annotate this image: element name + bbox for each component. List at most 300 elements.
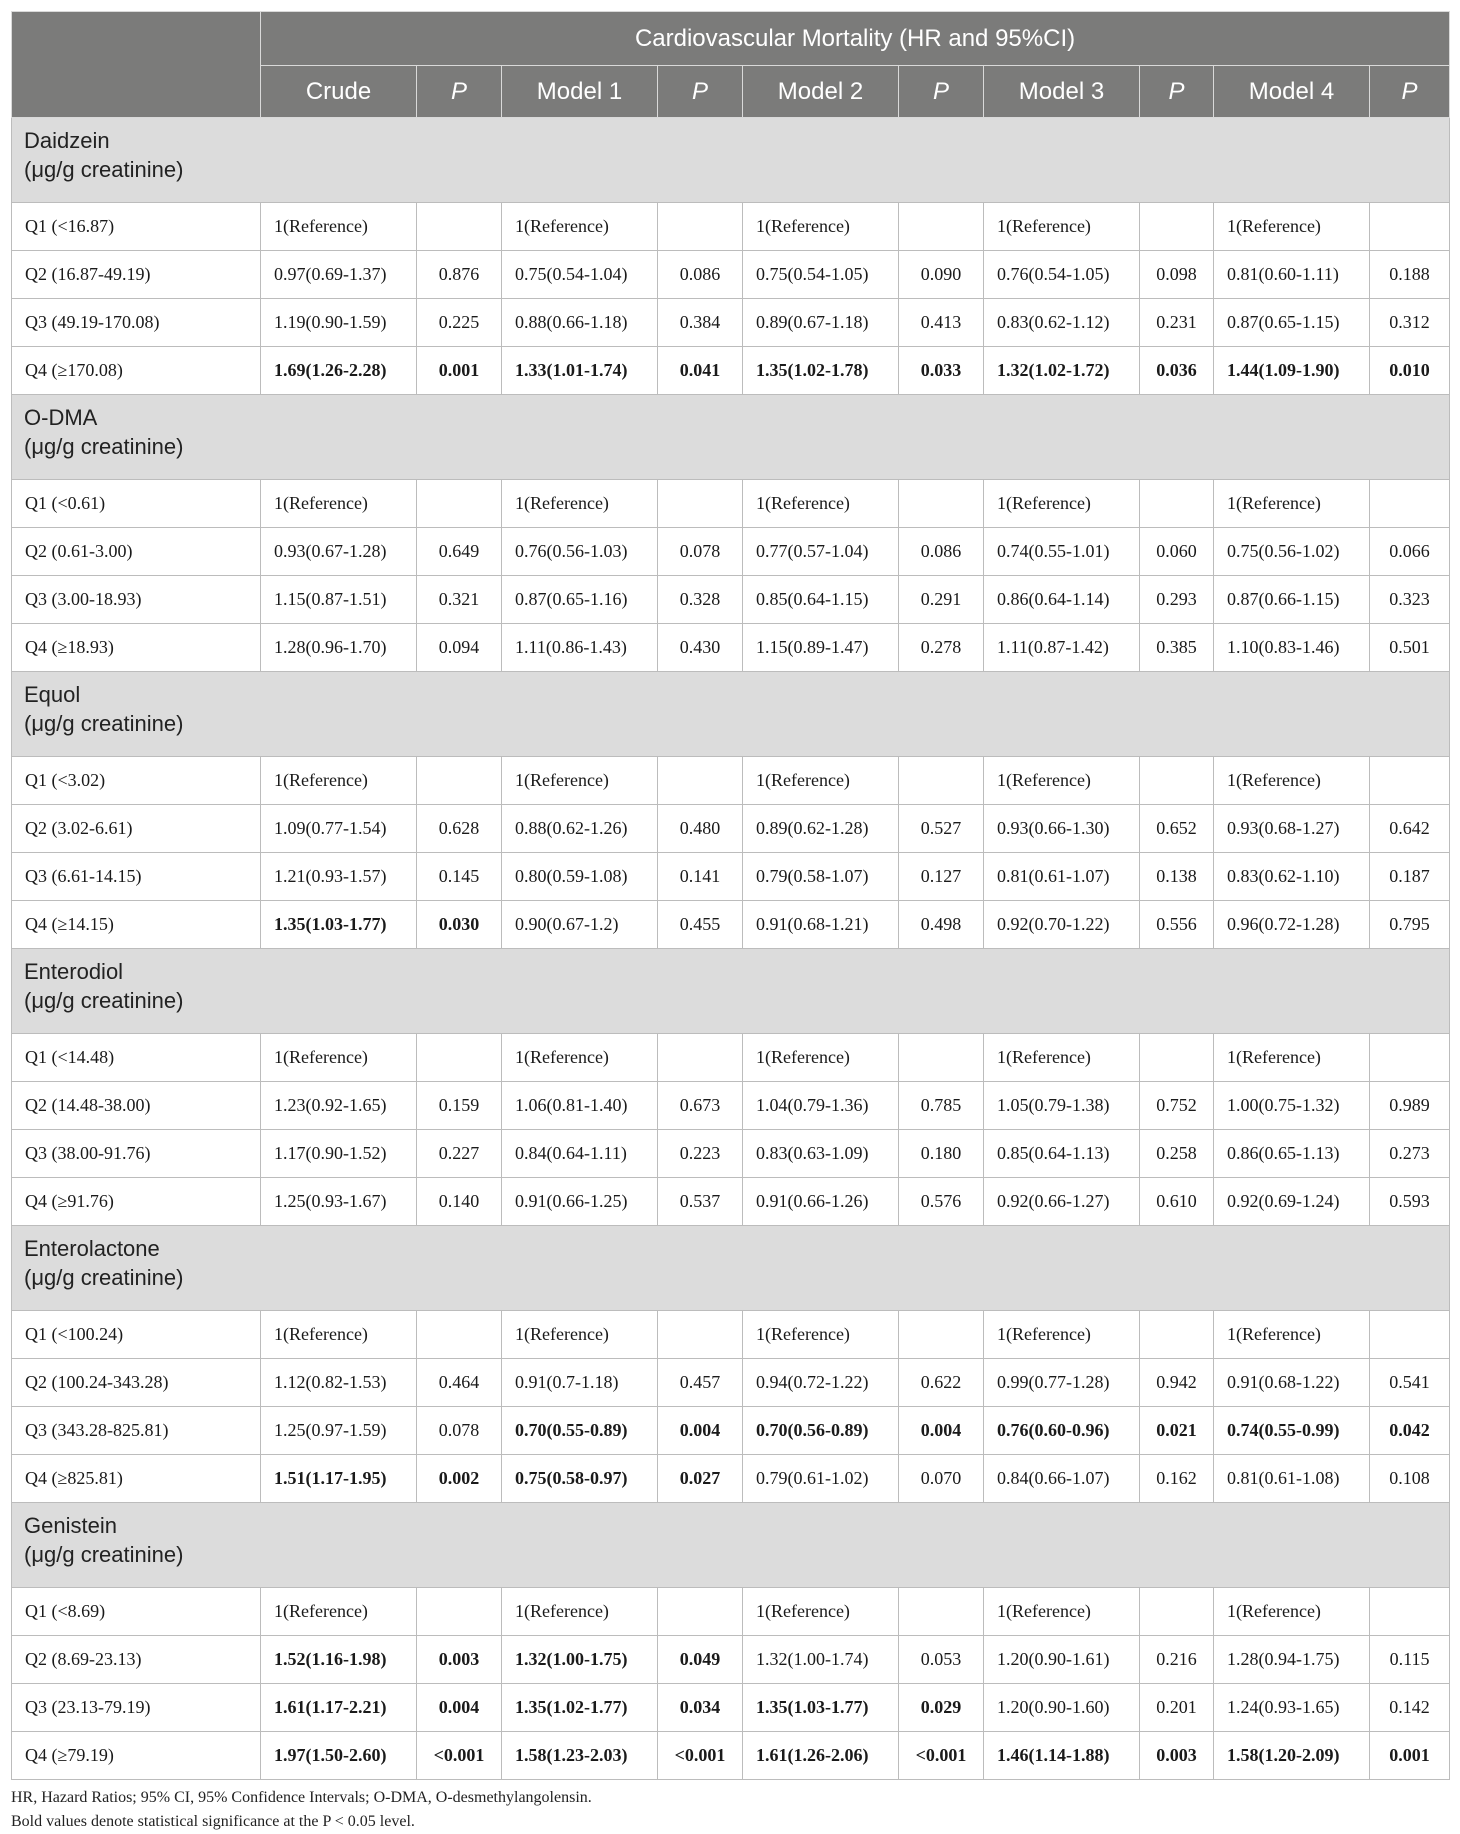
- p-value-cell: 0.537: [658, 1178, 743, 1226]
- quartile-label: Q1 (<16.87): [12, 203, 261, 251]
- p-value-cell: 0.053: [899, 1636, 984, 1684]
- p-value-cell: 0.464: [417, 1359, 502, 1407]
- p-value-cell: 0.501: [1370, 624, 1450, 672]
- p-value-cell: [899, 203, 984, 251]
- p-value-cell: 0.078: [417, 1407, 502, 1455]
- p-value-cell: [1370, 203, 1450, 251]
- quartile-label: Q1 (<100.24): [12, 1311, 261, 1359]
- hr-ci-cell: 0.83(0.62-1.12): [984, 299, 1140, 347]
- table-row: [12, 757, 1450, 805]
- hr-ci-cell: 0.86(0.65-1.13): [1214, 1130, 1370, 1178]
- p-value-cell: 0.593: [1370, 1178, 1450, 1226]
- p-value-cell: 0.086: [658, 251, 743, 299]
- hr-ci-cell: 1.25(0.97-1.59): [261, 1407, 417, 1455]
- p-value-cell: [1140, 1311, 1214, 1359]
- table-container: [11, 11, 1449, 1834]
- hr-ci-cell: 0.79(0.61-1.02): [743, 1455, 899, 1503]
- p-value-cell: 0.480: [658, 805, 743, 853]
- hr-ci-cell: 0.87(0.66-1.15): [1214, 576, 1370, 624]
- hr-ci-cell: 0.97(0.69-1.37): [261, 251, 417, 299]
- table-row: [12, 1588, 1450, 1636]
- hr-ci-cell: 0.75(0.56-1.02): [1214, 528, 1370, 576]
- group-unit: (μg/g creatinine): [24, 1265, 184, 1290]
- hr-ci-cell: 1.17(0.90-1.52): [261, 1130, 417, 1178]
- hr-ci-cell: 1(Reference): [261, 1034, 417, 1082]
- p-value-cell: 0.323: [1370, 576, 1450, 624]
- table-row: [12, 1359, 1450, 1407]
- hr-ci-cell: 1(Reference): [1214, 480, 1370, 528]
- hr-ci-cell: 1.06(0.81-1.40): [502, 1082, 658, 1130]
- p-value-cell: 0.328: [658, 576, 743, 624]
- p-value-cell: 0.001: [417, 347, 502, 395]
- hr-ci-cell: 0.92(0.66-1.27): [984, 1178, 1140, 1226]
- p-value-cell: 0.021: [1140, 1407, 1214, 1455]
- hr-ci-cell: 1.61(1.17-2.21): [261, 1684, 417, 1732]
- p-value-cell: <0.001: [899, 1732, 984, 1780]
- quartile-label: Q3 (3.00-18.93): [12, 576, 261, 624]
- hr-ci-cell: 0.79(0.58-1.07): [743, 853, 899, 901]
- p-value-cell: 0.001: [1370, 1732, 1450, 1780]
- p-value-cell: 0.145: [417, 853, 502, 901]
- table-body: [12, 118, 1450, 1780]
- p-value-cell: <0.001: [658, 1732, 743, 1780]
- p-value-cell: 0.795: [1370, 901, 1450, 949]
- hr-ci-cell: 1(Reference): [502, 1034, 658, 1082]
- table-row: [12, 576, 1450, 624]
- hr-ci-cell: 1.28(0.96-1.70): [261, 624, 417, 672]
- hr-ci-cell: 1.28(0.94-1.75): [1214, 1636, 1370, 1684]
- group-unit: (μg/g creatinine): [24, 434, 184, 459]
- quartile-label: Q3 (38.00-91.76): [12, 1130, 261, 1178]
- table-row: [12, 805, 1450, 853]
- hr-ci-cell: 0.75(0.54-1.05): [743, 251, 899, 299]
- group-label: [12, 1503, 1450, 1588]
- hr-ci-cell: 1(Reference): [1214, 1588, 1370, 1636]
- p-value-cell: 0.223: [658, 1130, 743, 1178]
- hr-ci-cell: 0.93(0.68-1.27): [1214, 805, 1370, 853]
- quartile-label: Q2 (8.69-23.13): [12, 1636, 261, 1684]
- hr-ci-cell: 1.46(1.14-1.88): [984, 1732, 1140, 1780]
- quartile-label: Q2 (0.61-3.00): [12, 528, 261, 576]
- p-value-cell: 0.942: [1140, 1359, 1214, 1407]
- table-row: [12, 347, 1450, 395]
- hr-ci-cell: 0.81(0.60-1.11): [1214, 251, 1370, 299]
- hr-ci-cell: 0.80(0.59-1.08): [502, 853, 658, 901]
- p-value-cell: 0.455: [658, 901, 743, 949]
- hr-ci-cell: 0.75(0.58-0.97): [502, 1455, 658, 1503]
- p-value-cell: 0.628: [417, 805, 502, 853]
- group-name: Enterodiol: [24, 959, 124, 984]
- p-value-cell: 0.413: [899, 299, 984, 347]
- table-row: [12, 1178, 1450, 1226]
- hr-ci-cell: 1.51(1.17-1.95): [261, 1455, 417, 1503]
- hr-ci-cell: 1(Reference): [1214, 1034, 1370, 1082]
- p-value-cell: 0.041: [658, 347, 743, 395]
- p-value-cell: 0.321: [417, 576, 502, 624]
- quartile-label: Q4 (≥91.76): [12, 1178, 261, 1226]
- quartile-label: Q4 (≥14.15): [12, 901, 261, 949]
- group-unit: (μg/g creatinine): [24, 711, 184, 736]
- table-row: [12, 1407, 1450, 1455]
- hr-ci-cell: 1.11(0.87-1.42): [984, 624, 1140, 672]
- footnote-bold-note: Bold values denote statistical significance at the P < 0.05 level.: [11, 1813, 415, 1830]
- p-value-cell: 0.003: [417, 1636, 502, 1684]
- quartile-label: Q3 (23.13-79.19): [12, 1684, 261, 1732]
- group-name: Enterolactone: [24, 1236, 160, 1261]
- hr-ci-cell: 1(Reference): [502, 1311, 658, 1359]
- group-label: [12, 118, 1450, 203]
- p-value-cell: 0.066: [1370, 528, 1450, 576]
- p-value-cell: [1370, 1034, 1450, 1082]
- p-value-cell: 0.989: [1370, 1082, 1450, 1130]
- hr-ci-cell: 1.35(1.02-1.78): [743, 347, 899, 395]
- hr-ci-cell: 1.61(1.26-2.06): [743, 1732, 899, 1780]
- quartile-label: Q1 (<0.61): [12, 480, 261, 528]
- p-value-cell: 0.010: [1370, 347, 1450, 395]
- hr-ci-cell: 0.93(0.66-1.30): [984, 805, 1140, 853]
- hr-ci-cell: 1(Reference): [984, 1034, 1140, 1082]
- hr-ci-cell: 1.32(1.02-1.72): [984, 347, 1140, 395]
- hr-ci-cell: 1.97(1.50-2.60): [261, 1732, 417, 1780]
- hr-ci-cell: 0.96(0.72-1.28): [1214, 901, 1370, 949]
- p-value-cell: 0.752: [1140, 1082, 1214, 1130]
- hr-ci-cell: 1(Reference): [984, 480, 1140, 528]
- group-name: Genistein: [24, 1513, 117, 1538]
- group-label: [12, 1226, 1450, 1311]
- hr-ci-cell: 0.85(0.64-1.15): [743, 576, 899, 624]
- quartile-label: Q1 (<8.69): [12, 1588, 261, 1636]
- hr-ci-cell: 1.25(0.93-1.67): [261, 1178, 417, 1226]
- quartile-label: Q4 (≥79.19): [12, 1732, 261, 1780]
- hr-ci-cell: 1.35(1.03-1.77): [743, 1684, 899, 1732]
- footnote-abbreviations: HR, Hazard Ratios; 95% CI, 95% Confidence Intervals; O-DMA, O-desmethylangolensin.: [11, 1789, 592, 1806]
- p-value-cell: 0.273: [1370, 1130, 1450, 1178]
- hr-ci-cell: 1(Reference): [743, 480, 899, 528]
- table-row: [12, 528, 1450, 576]
- hr-ci-cell: 0.89(0.62-1.28): [743, 805, 899, 853]
- p-value-cell: 0.086: [899, 528, 984, 576]
- p-value-cell: 0.293: [1140, 576, 1214, 624]
- p-value-cell: 0.162: [1140, 1455, 1214, 1503]
- hr-ci-cell: 1(Reference): [984, 1311, 1140, 1359]
- p-value-cell: [1370, 480, 1450, 528]
- table-row: [12, 901, 1450, 949]
- header-crude: Crude: [261, 66, 417, 118]
- group-name: Daidzein: [24, 128, 110, 153]
- p-value-cell: 0.004: [658, 1407, 743, 1455]
- table-row: [12, 1311, 1450, 1359]
- p-value-cell: 0.060: [1140, 528, 1214, 576]
- hr-ci-cell: 1.35(1.02-1.77): [502, 1684, 658, 1732]
- p-value-cell: 0.652: [1140, 805, 1214, 853]
- p-value-cell: 0.291: [899, 576, 984, 624]
- p-value-cell: 0.556: [1140, 901, 1214, 949]
- hr-ci-cell: 0.94(0.72-1.22): [743, 1359, 899, 1407]
- footnotes: [11, 1786, 1449, 1834]
- group-header-row: [12, 395, 1450, 480]
- p-value-cell: 0.258: [1140, 1130, 1214, 1178]
- hr-ci-cell: 0.88(0.62-1.26): [502, 805, 658, 853]
- table-row: [12, 1636, 1450, 1684]
- hr-ci-cell: 0.83(0.62-1.10): [1214, 853, 1370, 901]
- p-value-cell: <0.001: [417, 1732, 502, 1780]
- p-value-cell: 0.642: [1370, 805, 1450, 853]
- hr-ci-cell: 0.91(0.68-1.22): [1214, 1359, 1370, 1407]
- p-value-cell: 0.384: [658, 299, 743, 347]
- hr-ci-cell: 0.91(0.68-1.21): [743, 901, 899, 949]
- table-row: [12, 1034, 1450, 1082]
- p-value-cell: 0.527: [899, 805, 984, 853]
- hr-ci-cell: 1.20(0.90-1.61): [984, 1636, 1140, 1684]
- p-value-cell: 0.541: [1370, 1359, 1450, 1407]
- hr-ci-cell: 0.87(0.65-1.15): [1214, 299, 1370, 347]
- p-value-cell: [658, 757, 743, 805]
- header-title: Cardiovascular Mortality (HR and 95%CI): [261, 12, 1450, 66]
- quartile-label: Q1 (<3.02): [12, 757, 261, 805]
- header-p-value: P: [1370, 66, 1450, 118]
- p-value-cell: [417, 1311, 502, 1359]
- p-value-cell: 0.004: [417, 1684, 502, 1732]
- hr-ci-cell: 1.32(1.00-1.75): [502, 1636, 658, 1684]
- p-value-cell: [899, 1311, 984, 1359]
- quartile-label: Q2 (3.02-6.61): [12, 805, 261, 853]
- p-value-cell: 0.187: [1370, 853, 1450, 901]
- p-value-cell: 0.090: [899, 251, 984, 299]
- hr-ci-cell: 1.58(1.20-2.09): [1214, 1732, 1370, 1780]
- hr-ci-cell: 1(Reference): [743, 1588, 899, 1636]
- p-value-cell: [1370, 1588, 1450, 1636]
- hr-ci-cell: 0.84(0.64-1.11): [502, 1130, 658, 1178]
- p-value-cell: 0.098: [1140, 251, 1214, 299]
- p-value-cell: 0.180: [899, 1130, 984, 1178]
- hr-ci-cell: 1.69(1.26-2.28): [261, 347, 417, 395]
- p-value-cell: 0.576: [899, 1178, 984, 1226]
- p-value-cell: [1140, 203, 1214, 251]
- hr-ci-cell: 0.81(0.61-1.08): [1214, 1455, 1370, 1503]
- table-row: [12, 853, 1450, 901]
- hr-ci-cell: 1.24(0.93-1.65): [1214, 1684, 1370, 1732]
- hr-ci-cell: 0.83(0.63-1.09): [743, 1130, 899, 1178]
- hr-ci-cell: 1(Reference): [502, 480, 658, 528]
- p-value-cell: 0.498: [899, 901, 984, 949]
- p-value-cell: 0.030: [417, 901, 502, 949]
- p-value-cell: 0.127: [899, 853, 984, 901]
- header-p-value: P: [417, 66, 502, 118]
- table-row: [12, 624, 1450, 672]
- hr-ci-cell: 1(Reference): [1214, 1311, 1370, 1359]
- p-value-cell: 0.216: [1140, 1636, 1214, 1684]
- group-unit: (μg/g creatinine): [24, 988, 184, 1013]
- hr-ci-cell: 0.76(0.60-0.96): [984, 1407, 1140, 1455]
- p-value-cell: 0.622: [899, 1359, 984, 1407]
- p-value-cell: [1140, 757, 1214, 805]
- hr-ci-cell: 0.90(0.67-1.2): [502, 901, 658, 949]
- p-value-cell: [1140, 480, 1214, 528]
- p-value-cell: 0.140: [417, 1178, 502, 1226]
- hr-ci-cell: 1(Reference): [261, 1588, 417, 1636]
- hr-ci-cell: 1(Reference): [502, 757, 658, 805]
- hr-ci-cell: 1(Reference): [261, 480, 417, 528]
- hr-ci-cell: 0.86(0.64-1.14): [984, 576, 1140, 624]
- hr-ci-cell: 0.91(0.66-1.25): [502, 1178, 658, 1226]
- hr-ci-cell: 1.09(0.77-1.54): [261, 805, 417, 853]
- header-model-4: Model 4: [1214, 66, 1370, 118]
- group-label: [12, 395, 1450, 480]
- hr-ci-cell: 0.76(0.56-1.03): [502, 528, 658, 576]
- p-value-cell: 0.673: [658, 1082, 743, 1130]
- group-header-row: [12, 672, 1450, 757]
- hr-ci-cell: 1.15(0.87-1.51): [261, 576, 417, 624]
- p-value-cell: [899, 1034, 984, 1082]
- p-value-cell: [658, 1588, 743, 1636]
- quartile-label: Q2 (100.24-343.28): [12, 1359, 261, 1407]
- p-value-cell: 0.034: [658, 1684, 743, 1732]
- hr-ci-cell: 0.81(0.61-1.07): [984, 853, 1140, 901]
- group-name: Equol: [24, 682, 81, 707]
- table-row: [12, 1455, 1450, 1503]
- hr-ci-cell: 1.15(0.89-1.47): [743, 624, 899, 672]
- p-value-cell: [658, 1311, 743, 1359]
- p-value-cell: [658, 480, 743, 528]
- hr-ci-cell: 1.21(0.93-1.57): [261, 853, 417, 901]
- p-value-cell: [658, 1034, 743, 1082]
- hr-ci-cell: 0.91(0.7-1.18): [502, 1359, 658, 1407]
- p-value-cell: 0.201: [1140, 1684, 1214, 1732]
- header-corner: [12, 12, 261, 118]
- hr-ci-cell: 1.20(0.90-1.60): [984, 1684, 1140, 1732]
- hr-ci-cell: 0.84(0.66-1.07): [984, 1455, 1140, 1503]
- quartile-label: Q4 (≥170.08): [12, 347, 261, 395]
- table-row: [12, 251, 1450, 299]
- p-value-cell: 0.036: [1140, 347, 1214, 395]
- p-value-cell: 0.312: [1370, 299, 1450, 347]
- header-p-value: P: [899, 66, 984, 118]
- p-value-cell: [417, 757, 502, 805]
- hr-ci-cell: 1(Reference): [743, 1311, 899, 1359]
- p-value-cell: 0.070: [899, 1455, 984, 1503]
- p-value-cell: [1370, 1311, 1450, 1359]
- table-row: [12, 1130, 1450, 1178]
- hr-ci-cell: 0.93(0.67-1.28): [261, 528, 417, 576]
- p-value-cell: 0.457: [658, 1359, 743, 1407]
- hr-ci-cell: 1(Reference): [743, 757, 899, 805]
- hr-ci-cell: 1.23(0.92-1.65): [261, 1082, 417, 1130]
- table-header: [12, 12, 1450, 118]
- hr-ci-cell: 1(Reference): [261, 757, 417, 805]
- hr-ci-cell: 1.19(0.90-1.59): [261, 299, 417, 347]
- quartile-label: Q4 (≥18.93): [12, 624, 261, 672]
- hr-ci-cell: 0.89(0.67-1.18): [743, 299, 899, 347]
- hr-ci-cell: 1(Reference): [984, 1588, 1140, 1636]
- hr-ci-cell: 1.32(1.00-1.74): [743, 1636, 899, 1684]
- quartile-label: Q2 (16.87-49.19): [12, 251, 261, 299]
- table-row: [12, 1732, 1450, 1780]
- hr-ci-cell: 1.10(0.83-1.46): [1214, 624, 1370, 672]
- p-value-cell: 0.385: [1140, 624, 1214, 672]
- p-value-cell: 0.225: [417, 299, 502, 347]
- p-value-cell: 0.610: [1140, 1178, 1214, 1226]
- hr-ci-cell: 0.74(0.55-0.99): [1214, 1407, 1370, 1455]
- p-value-cell: 0.033: [899, 347, 984, 395]
- hr-ci-cell: 1(Reference): [743, 203, 899, 251]
- hr-ci-cell: 1(Reference): [1214, 757, 1370, 805]
- quartile-label: Q3 (49.19-170.08): [12, 299, 261, 347]
- hr-ci-cell: 0.88(0.66-1.18): [502, 299, 658, 347]
- header-p-value: P: [1140, 66, 1214, 118]
- hr-ci-cell: 0.70(0.55-0.89): [502, 1407, 658, 1455]
- table-row: [12, 1082, 1450, 1130]
- p-value-cell: 0.004: [899, 1407, 984, 1455]
- group-name: O-DMA: [24, 405, 98, 430]
- p-value-cell: 0.278: [899, 624, 984, 672]
- p-value-cell: [417, 203, 502, 251]
- group-header-row: [12, 1226, 1450, 1311]
- quartile-label: Q4 (≥825.81): [12, 1455, 261, 1503]
- hr-ci-cell: 0.77(0.57-1.04): [743, 528, 899, 576]
- p-value-cell: [899, 1588, 984, 1636]
- p-value-cell: [1140, 1588, 1214, 1636]
- p-value-cell: [1140, 1034, 1214, 1082]
- quartile-label: Q3 (343.28-825.81): [12, 1407, 261, 1455]
- quartile-label: Q1 (<14.48): [12, 1034, 261, 1082]
- p-value-cell: 0.231: [1140, 299, 1214, 347]
- p-value-cell: 0.785: [899, 1082, 984, 1130]
- p-value-cell: 0.649: [417, 528, 502, 576]
- hr-ci-cell: 1(Reference): [261, 203, 417, 251]
- p-value-cell: [899, 480, 984, 528]
- quartile-label: Q2 (14.48-38.00): [12, 1082, 261, 1130]
- table-row: [12, 299, 1450, 347]
- hr-ci-cell: 0.74(0.55-1.01): [984, 528, 1140, 576]
- hr-ci-cell: 1.33(1.01-1.74): [502, 347, 658, 395]
- group-label: [12, 672, 1450, 757]
- p-value-cell: 0.876: [417, 251, 502, 299]
- p-value-cell: 0.142: [1370, 1684, 1450, 1732]
- hr-ci-cell: 0.92(0.70-1.22): [984, 901, 1140, 949]
- hr-ci-cell: 1.35(1.03-1.77): [261, 901, 417, 949]
- group-unit: (μg/g creatinine): [24, 1542, 184, 1567]
- hr-ci-cell: 1.44(1.09-1.90): [1214, 347, 1370, 395]
- group-unit: (μg/g creatinine): [24, 157, 184, 182]
- table-row: [12, 1684, 1450, 1732]
- p-value-cell: [899, 757, 984, 805]
- p-value-cell: 0.094: [417, 624, 502, 672]
- p-value-cell: [1370, 757, 1450, 805]
- p-value-cell: 0.049: [658, 1636, 743, 1684]
- hr-ci-cell: 0.99(0.77-1.28): [984, 1359, 1140, 1407]
- group-header-row: [12, 949, 1450, 1034]
- hr-ci-cell: 1.58(1.23-2.03): [502, 1732, 658, 1780]
- p-value-cell: 0.115: [1370, 1636, 1450, 1684]
- quartile-label: Q3 (6.61-14.15): [12, 853, 261, 901]
- p-value-cell: 0.042: [1370, 1407, 1450, 1455]
- p-value-cell: 0.029: [899, 1684, 984, 1732]
- hr-ci-cell: 1(Reference): [502, 1588, 658, 1636]
- hr-ci-cell: 0.87(0.65-1.16): [502, 576, 658, 624]
- p-value-cell: 0.003: [1140, 1732, 1214, 1780]
- p-value-cell: 0.027: [658, 1455, 743, 1503]
- header-model-2: Model 2: [743, 66, 899, 118]
- hr-ci-cell: 1(Reference): [502, 203, 658, 251]
- group-header-row: [12, 1503, 1450, 1588]
- p-value-cell: [417, 1588, 502, 1636]
- p-value-cell: 0.002: [417, 1455, 502, 1503]
- p-value-cell: 0.159: [417, 1082, 502, 1130]
- table-row: [12, 203, 1450, 251]
- p-value-cell: [417, 1034, 502, 1082]
- hr-ci-cell: 0.70(0.56-0.89): [743, 1407, 899, 1455]
- p-value-cell: 0.188: [1370, 251, 1450, 299]
